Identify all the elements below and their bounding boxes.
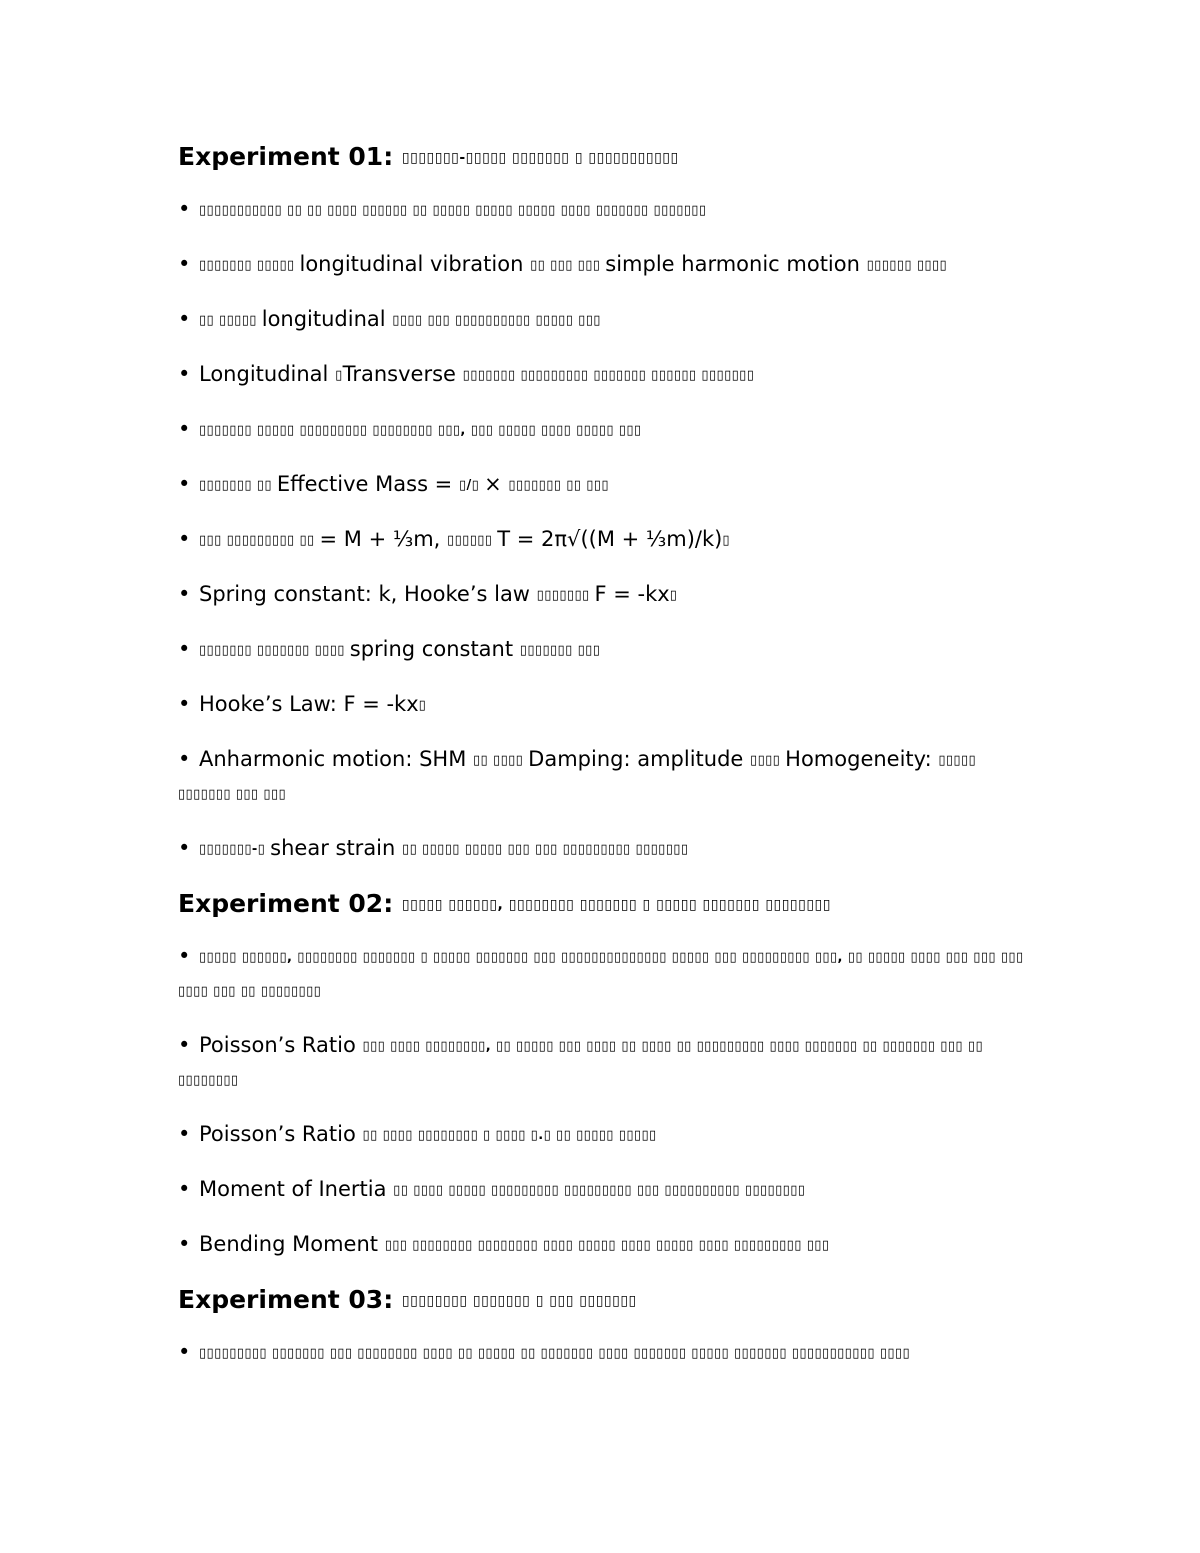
bullet-text: Longitudinal xyxy=(199,362,336,386)
bullet-item xyxy=(178,1173,1028,1207)
bullet-dot: • xyxy=(178,1033,191,1057)
bullet-text: longitudinal vibration xyxy=(299,252,531,276)
section-heading xyxy=(178,887,1028,922)
bullet-dot: • xyxy=(178,1232,191,1256)
bullet-item xyxy=(178,468,1028,502)
bullet-text: Spring constant: k, Hooke’s law xyxy=(199,582,537,606)
bullet-text: Damping: amplitude xyxy=(528,747,751,771)
bullet-glyph-text: ▯ xyxy=(669,588,678,603)
bullet-text: F = -kx xyxy=(594,582,670,606)
bullet-glyph-text: ▯▯▯▯ ▯▯▯ ▯▯▯▯▯▯▯▯▯▯ ▯▯▯▯▯ ▯▯▯ xyxy=(392,313,601,328)
section-heading-subtitle: ▯▯▯▯▯▯▯-▯▯▯▯▯ ▯▯▯▯▯▯▯ ▯ ▯▯▯▯▯▯▯▯▯▯▯ xyxy=(401,150,679,166)
bullet-text: Moment of Inertia xyxy=(199,1177,394,1201)
bullet-text: Poisson’s Ratio xyxy=(199,1033,363,1057)
bullet-text: longitudinal xyxy=(261,307,393,331)
bullet-glyph-text: ▯▯▯▯▯▯▯ ▯▯ xyxy=(199,478,277,493)
bullet-glyph-text: ▯▯▯▯▯▯▯ ▯▯ ▯▯▯ xyxy=(508,478,609,493)
bullet-item xyxy=(178,743,1028,811)
bullet-text: = M + ⅓m, xyxy=(319,527,448,551)
bullet-text: spring constant xyxy=(349,637,520,661)
bullet-dot: • xyxy=(178,472,191,496)
section-heading-title: Experiment 03: xyxy=(178,1285,394,1314)
bullet-glyph-text: ▯▯▯▯▯▯▯ ▯▯▯▯▯▯▯ ▯▯▯▯ xyxy=(199,643,350,658)
bullet-glyph-text: ▯▯ ▯▯▯▯▯ ▯▯▯▯▯ ▯▯▯ ▯▯▯ ▯▯▯▯▯▯▯▯▯ ▯▯▯▯▯▯▯ xyxy=(402,842,689,857)
document-content xyxy=(178,140,1028,1391)
bullet-item xyxy=(178,578,1028,612)
bullet-glyph-text: ▯▯▯▯▯▯ xyxy=(447,533,498,548)
bullet-text: Bending Moment xyxy=(199,1232,385,1256)
bullet-dot: • xyxy=(178,582,191,606)
bullet-dot: • xyxy=(178,836,191,860)
bullet-glyph-text: ▯▯▯▯ xyxy=(750,753,786,768)
bullet-text: T = 2π√((M + ⅓m)/k) xyxy=(497,527,723,551)
bullet-text: Poisson’s Ratio xyxy=(199,1122,363,1146)
bullet-glyph-text: ▯▯▯ ▯▯▯▯▯▯▯▯▯ ▯▯ xyxy=(199,533,320,548)
bullet-glyph-text: ▯ xyxy=(722,533,730,548)
section-heading xyxy=(178,1283,1028,1318)
bullet-glyph-text: ▯▯▯▯▯▯▯ ▯▯▯▯▯▯▯▯▯ ▯▯▯▯▯▯▯ ▯▯▯▯▯▯ ▯▯▯▯▯▯▯ xyxy=(462,368,755,383)
bullet-dot: • xyxy=(178,747,191,771)
section-heading-subtitle: ▯▯▯▯▯▯▯▯ ▯▯▯▯▯▯▯ ▯ ▯▯▯ ▯▯▯▯▯▯▯ xyxy=(401,1293,637,1309)
bullet-text: Hooke’s Law: F = -kx xyxy=(199,692,419,716)
bullet-text: Homogeneity: xyxy=(785,747,939,771)
bullet-glyph-text: ▯▯▯▯▯▯▯ ▯▯▯▯▯ xyxy=(199,258,300,273)
bullet-glyph-text: ▯▯▯ ▯▯▯▯▯▯▯▯ ▯▯▯▯▯▯▯▯ ▯▯▯▯ ▯▯▯▯▯ ▯▯▯▯ ▯▯▯▯▯ ▯▯▯▯ ▯▯▯▯▯▯▯▯▯ ▯▯▯ xyxy=(384,1238,830,1253)
bullet-glyph-text: ▯▯▯▯▯▯▯▯▯▯▯ ▯▯ ▯▯ ▯▯▯▯ ▯▯▯▯▯▯ ▯▯ ▯▯▯▯▯ ▯▯▯▯▯ ▯▯▯▯▯ ▯▯▯▯ ▯▯▯▯▯▯▯ ▯▯▯▯▯▯▯ xyxy=(199,203,707,218)
bullet-item xyxy=(178,248,1028,282)
bullet-glyph-text: ▯▯ ▯▯▯▯ xyxy=(472,753,529,768)
bullet-glyph-text: ▯▯▯ ▯▯▯▯ ▯▯▯▯▯▯▯▯, ▯▯ ▯▯▯▯▯ ▯▯▯ ▯▯▯▯ ▯▯ ▯▯▯▯ ▯▯ ▯▯▯▯▯▯▯▯▯ ▯▯▯▯ ▯▯▯▯▯▯▯ ▯▯ ▯▯▯▯▯▯▯ ▯▯▯ ▯▯ ▯▯▯▯▯▯▯▯ xyxy=(178,1039,984,1088)
bullet-item xyxy=(178,832,1028,866)
bullet-item xyxy=(178,303,1028,337)
bullet-text: simple harmonic motion xyxy=(605,252,867,276)
bullet-text: Transverse xyxy=(342,362,463,386)
bullet-item xyxy=(178,413,1028,447)
bullet-glyph-text: ▯▯▯▯▯▯▯ xyxy=(536,588,595,603)
bullet-item xyxy=(178,1336,1028,1370)
bullet-item xyxy=(178,358,1028,392)
bullet-glyph-text: ▯▯▯▯▯▯▯-▯ xyxy=(199,842,271,857)
section-heading xyxy=(178,140,1028,175)
bullet-dot: • xyxy=(178,1340,191,1364)
bullet-text: Effective Mass = xyxy=(276,472,459,496)
bullet-glyph-text: ▯▯▯▯▯▯▯ ▯▯▯▯▯ ▯▯▯▯▯▯▯▯▯ ▯▯▯▯▯▯▯▯ ▯▯▯, ▯▯▯ ▯▯▯▯▯ ▯▯▯▯ ▯▯▯▯▯ ▯▯▯ xyxy=(199,423,642,438)
bullet-text: × xyxy=(484,472,509,496)
bullet-glyph-text: ▯ xyxy=(335,368,343,383)
bullet-glyph-text: ▯▯▯▯▯▯▯ ▯▯▯ xyxy=(519,643,601,658)
section-heading-title: Experiment 02: xyxy=(178,889,394,918)
section-heading-subtitle: ▯▯▯▯▯ ▯▯▯▯▯▯, ▯▯▯▯▯▯▯▯ ▯▯▯▯▯▯▯ ▯ ▯▯▯▯▯ ▯▯▯▯▯▯▯ ▯▯▯▯▯▯▯▯ xyxy=(401,897,831,913)
bullet-glyph-text: ▯▯▯▯▯▯▯▯▯ ▯▯▯▯▯▯▯ ▯▯▯ ▯▯▯▯▯▯▯▯ ▯▯▯▯ ▯▯ ▯▯▯▯▯ ▯▯ ▯▯▯▯▯▯▯ ▯▯▯▯ ▯▯▯▯▯▯▯ ▯▯▯▯▯ ▯▯▯▯▯▯▯ ▯▯▯▯▯▯▯▯▯▯▯ ▯▯▯▯ xyxy=(199,1346,911,1361)
bullet-dot: • xyxy=(178,637,191,661)
bullet-dot: • xyxy=(178,417,191,441)
bullet-glyph-text: ▯ xyxy=(418,698,427,713)
bullet-glyph-text: ▯▯ ▯▯▯ ▯▯▯ xyxy=(530,258,606,273)
bullet-item xyxy=(178,688,1028,722)
bullet-item xyxy=(178,523,1028,557)
bullet-dot: • xyxy=(178,362,191,386)
bullet-item xyxy=(178,1228,1028,1262)
bullet-item xyxy=(178,1118,1028,1152)
bullet-glyph-text: ▯▯▯▯▯ ▯▯▯▯▯▯, ▯▯▯▯▯▯▯▯ ▯▯▯▯▯▯▯ ▯ ▯▯▯▯▯ ▯▯▯▯▯▯▯ ▯▯▯ ▯▯▯▯▯▯▯▯▯▯▯▯▯▯ ▯▯▯▯▯ ▯▯▯ ▯▯▯▯▯▯▯▯▯ ▯▯▯, ▯▯ ▯▯▯▯▯ ▯▯▯▯ ▯▯▯ ▯▯▯ ▯▯▯ ▯▯▯▯ ▯▯▯ ▯▯ ▯▯▯▯▯▯▯▯ xyxy=(178,950,1024,999)
bullet-dot: • xyxy=(178,944,191,968)
bullet-item xyxy=(178,193,1028,227)
bullet-dot: • xyxy=(178,307,191,331)
bullet-glyph-text: ▯/▯ xyxy=(458,478,485,493)
bullet-glyph-text: ▯▯▯▯▯ ▯▯▯▯▯▯▯ ▯▯▯ ▯▯▯ xyxy=(178,753,977,802)
bullet-item xyxy=(178,1029,1028,1097)
section-heading-title: Experiment 01: xyxy=(178,142,394,171)
bullet-item xyxy=(178,940,1028,1008)
bullet-dot: • xyxy=(178,692,191,716)
bullet-text: shear strain xyxy=(270,836,403,860)
bullet-glyph-text: ▯▯ ▯▯▯▯▯ xyxy=(199,313,262,328)
bullet-dot: • xyxy=(178,1122,191,1146)
bullet-glyph-text: ▯▯ ▯▯▯▯ ▯▯▯▯▯▯▯▯ ▯ ▯▯▯▯ ▯.▯ ▯▯ ▯▯▯▯▯ ▯▯▯▯▯ xyxy=(362,1128,657,1143)
bullet-dot: • xyxy=(178,197,191,221)
bullet-item xyxy=(178,633,1028,667)
bullet-dot: • xyxy=(178,252,191,276)
bullet-dot: • xyxy=(178,527,191,551)
bullet-dot: • xyxy=(178,1177,191,1201)
bullet-glyph-text: ▯▯▯▯▯▯ ▯▯▯▯ xyxy=(866,258,948,273)
bullet-text: Anharmonic motion: SHM xyxy=(199,747,473,771)
bullet-glyph-text: ▯▯ ▯▯▯▯ ▯▯▯▯▯ ▯▯▯▯▯▯▯▯▯ ▯▯▯▯▯▯▯▯▯ ▯▯▯ ▯▯▯▯▯▯▯▯▯▯ ▯▯▯▯▯▯▯▯ xyxy=(393,1183,806,1198)
